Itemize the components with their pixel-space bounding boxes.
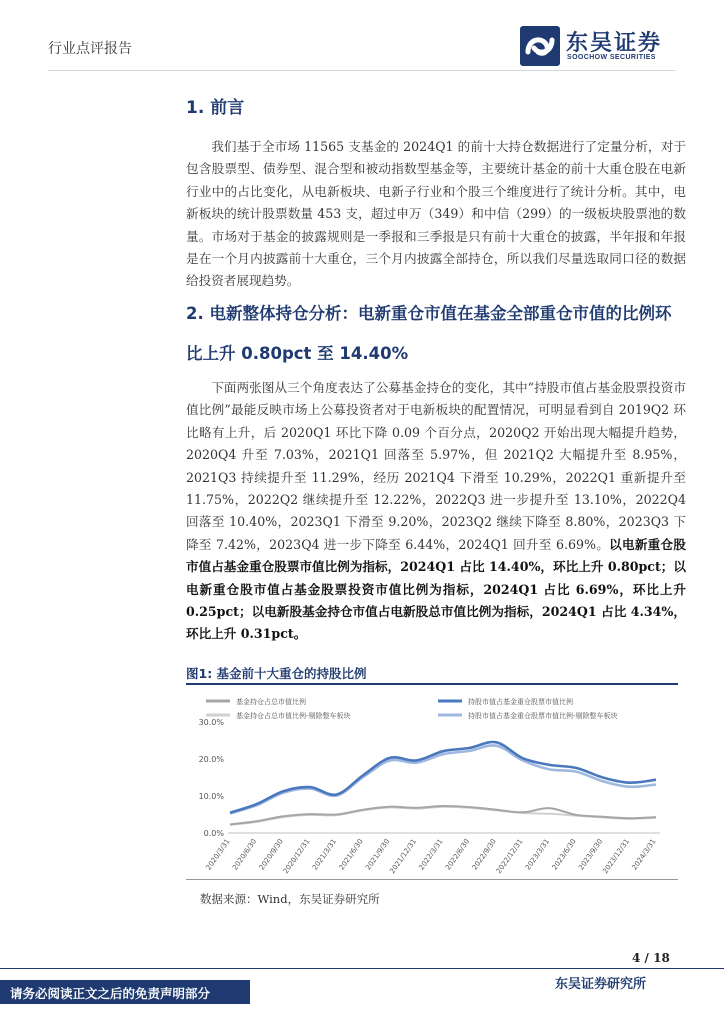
series-line-3 [230, 745, 656, 813]
series-lines [230, 742, 656, 825]
x-tick-label: 2020/12/31 [281, 837, 312, 876]
y-tick-label: 30.0% [198, 718, 224, 727]
section-1-paragraph [186, 136, 686, 293]
holding-ratio-chart [186, 688, 678, 878]
section-2-paragraph [186, 377, 686, 646]
y-tick-label: 10.0% [198, 792, 224, 801]
x-tick-label: 2024/3/31 [630, 837, 658, 872]
section-2-bold-text: 以电新重仓股市值占基金重仓股票市值比例为指标，2024Q1 占比 14.40%，环比上升 0.80pct；以电新重仓股市值占基金股票投资市值比例为指标，2024Q1 占比 6.69%，环比上升 0.25pct；以电新股基金持仓市值占电新股总市值比例为指标，2024Q1 占比 4.34%，环比上升 0.31pct。 [186, 536, 687, 642]
figure-source: 数据来源：Wind，东吴证券研究所 [200, 892, 380, 906]
company-logo [520, 26, 680, 66]
logo-mark-icon [520, 26, 560, 66]
legend-label-1: 持股市值占基金重仓股票市值比例 [468, 698, 573, 706]
x-tick-label: 2021/9/30 [364, 837, 392, 872]
x-tick-label: 2021/6/30 [337, 837, 365, 872]
x-tick-label: 2022/9/30 [470, 837, 498, 872]
x-tick-label: 2021/3/31 [310, 837, 339, 872]
logo-text-cn: 东吴证券 [566, 31, 663, 56]
x-tick-label: 2023/3/31 [523, 837, 552, 872]
section-1-text: 我们基于全市场 11565 支基金的 2024Q1 的前十大持仓数据进行了定量分析，对于包含股票型、债券型、混合型和被动指数型基金等，主要统计基金的前十大重仓股在电新行业中的占比变化，从电新板块、电新子行业和个股三个维度进行了统计分析。其中，电新板块的统计股票数量 453 支，超过申万（349）和中信（299）的一级板块股票池的数量。市场对于基金的披露规则是一季报和三季报是只有前十大重仓的披露，半年报和年报是在一个月内披露前十大重仓，三个月内披露全部持仓，所以我们尽量选取同口径的数据给投资者展现趋势。 [186, 139, 686, 289]
x-tick-label: 2023/9/30 [577, 837, 605, 872]
series-line-0 [230, 806, 656, 825]
legend-label-0: 基金持仓占总市值比例 [236, 698, 306, 706]
figure-bottom-rule [186, 879, 678, 880]
section-2-text: 下面两张图从三个角度表达了公募基金持仓的变化，其中“持股市值占基金股票投资市值比例”最能反映市场上公募投资者对于电新板块的配置情况，可明显看到自 2019Q2 环比略有上升，后 2020Q1 环比下降 0.09 个百分点，2020Q2 开始出现大幅提升趋势，2020Q4 升至 7.03%，2021Q1 回落至 5.97%，但 2021Q2 大幅提升至 8.95%，2021Q3 持续提升至 11.29%，经历 2021Q4 下滑至 10.29%，2022Q1 重新提升至 11.75%，2022Q2 继续提升至 12.22%，2022Q3 进一步提升至 13.10%，2022Q4 回落至 10.40%，2023Q1 下滑至 9.20%，2023Q2 继续下降至 8.80%，2023Q3 下降至 7.42%，2023Q4 进一步下降至 6.44%，2024Q1 回升至 6.69%。 [186, 380, 686, 552]
x-tick-label: 2022/3/31 [417, 837, 445, 872]
x-tick-label: 2022/6/30 [444, 837, 472, 872]
x-tick-label: 2020/9/30 [257, 837, 285, 872]
figure-title: 图1: 基金前十大重仓的持股比例 [186, 666, 367, 681]
figure-top-rule [186, 683, 678, 685]
legend-label-2: 基金持仓占总市值比例-剔除整车板块 [236, 712, 351, 720]
x-tick-label: 2023/12/31 [601, 837, 632, 876]
disclaimer-text: 请务必阅读正文之后的免责声明部分 [10, 986, 211, 1001]
footer-institute: 东吴证券研究所 [555, 977, 647, 992]
legend-label-3: 持股市值占基金重仓股票市值比例-剔除整车板块 [468, 712, 618, 720]
section-2-heading: 2. 电新整体持仓分析：电新重仓市值在基金全部重仓市值的比例环比上升 0.80pct 至 14.40% [186, 304, 672, 363]
legend-item-0 [206, 697, 306, 706]
x-tick-label: 2021/12/31 [388, 837, 419, 876]
x-tick-label: 2020/6/30 [231, 837, 259, 872]
section-1-heading: 1. 前言 [186, 98, 245, 118]
x-axis [204, 838, 657, 876]
y-tick-label: 0.0% [203, 829, 224, 838]
legend-item-2 [206, 711, 351, 720]
legend-item-3 [438, 711, 618, 720]
chart-legend [206, 697, 618, 720]
logo-text-en: SOOCHOW SECURITIES [567, 54, 656, 61]
x-tick-label: 2023/6/30 [550, 837, 578, 872]
header-divider [48, 70, 676, 71]
x-tick-label: 2020/3/31 [204, 837, 232, 872]
disclaimer-banner [0, 980, 250, 1004]
footer-divider [0, 968, 724, 969]
report-category: 行业点评报告 [48, 41, 132, 57]
y-tick-label: 20.0% [198, 755, 224, 764]
x-tick-label: 2022/12/31 [494, 837, 525, 876]
legend-item-1 [438, 697, 573, 706]
page-number: 4 / 18 [632, 951, 670, 965]
